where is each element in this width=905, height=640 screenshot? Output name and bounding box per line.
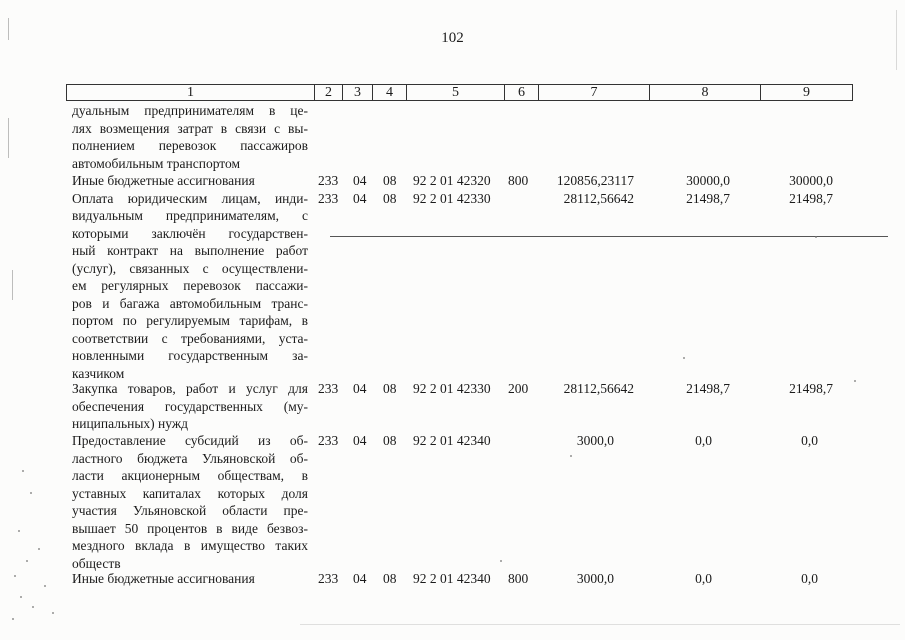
row-5-col-8: 0,0 bbox=[695, 571, 712, 586]
row-3-col-3: 04 bbox=[353, 381, 367, 396]
row-3-col-7: 28112,56642 bbox=[563, 381, 634, 396]
row-4-desc-line: вышает 50 процентов в виде безвоз- bbox=[72, 520, 308, 536]
row-2-desc-line: ров и багажа автомобильным транс- bbox=[72, 295, 308, 311]
row-1-col-5: 92 2 01 42320 bbox=[413, 173, 491, 188]
header-col-8: 8 bbox=[650, 85, 761, 100]
row-5-col-6: 800 bbox=[508, 571, 529, 586]
row-1-col-2: 233 bbox=[318, 173, 339, 188]
row-2-col-3: 04 bbox=[353, 190, 367, 206]
row-5-col-4: 08 bbox=[383, 571, 397, 586]
row-2-col-5: 92 2 01 42330 bbox=[413, 190, 491, 206]
row-0-desc-line: автомобильным транспортом bbox=[72, 155, 241, 171]
row-1-col-7: 120856,23117 bbox=[556, 173, 634, 188]
header-col-9: 9 bbox=[803, 85, 810, 100]
row-5-desc-line: Иные бюджетные ассигнования bbox=[72, 571, 255, 586]
row-3-col-8: 21498,7 bbox=[686, 381, 730, 396]
row-2-desc-line: Оплата юридическим лицам, инди- bbox=[72, 190, 308, 206]
row-2-desc-line: видуальным предпринимателям, с bbox=[72, 208, 308, 223]
row-4-col-5: 92 2 01 42340 bbox=[413, 433, 491, 448]
row-0-desc-line: лях возмещения затрат в связи с вы- bbox=[72, 120, 308, 136]
row-4-col-3: 04 bbox=[353, 433, 367, 448]
header-col-3: 3 bbox=[343, 85, 373, 100]
header-col-5: 5 bbox=[407, 85, 505, 100]
row-1-col-4: 08 bbox=[383, 173, 397, 188]
row-4-col-4: 08 bbox=[383, 433, 397, 448]
table-header-row bbox=[66, 84, 853, 101]
row-4-desc-line: обществ bbox=[72, 555, 121, 571]
row-3-col-5: 92 2 01 42330 bbox=[413, 381, 491, 396]
header-col-1: 1 bbox=[67, 85, 315, 100]
row-2-desc-line: ный контракт на выполнение работ bbox=[72, 243, 308, 258]
row-2-desc-line: соответствии с требованиями, уста- bbox=[72, 330, 308, 346]
row-2-desc-line: портом по регулируемым тарифам, в bbox=[72, 313, 308, 328]
row-5-col-3: 04 bbox=[353, 571, 367, 586]
header-col-4: 4 bbox=[373, 85, 407, 100]
row-4-col-9: 0,0 bbox=[801, 433, 818, 448]
row-0-desc-line: полнением перевозок пассажиров bbox=[72, 138, 308, 153]
row-2-col-8: 21498,7 bbox=[686, 190, 730, 206]
row-3-col-9: 21498,7 bbox=[789, 381, 833, 396]
row-2-desc-line: новленными государственным за- bbox=[72, 348, 308, 363]
row-5-col-2: 233 bbox=[318, 571, 339, 586]
row-3-col-4: 08 bbox=[383, 381, 397, 396]
row-3-desc-line: ниципальных) нужд bbox=[72, 416, 189, 431]
row-5-col-5: 92 2 01 42340 bbox=[413, 571, 491, 586]
row-4-col-7: 3000,0 bbox=[576, 433, 614, 448]
row-4-desc-line: Предоставление субсидий из об- bbox=[72, 433, 308, 448]
row-3-desc-line: обеспечения государственных (му- bbox=[72, 398, 308, 414]
scan-rule-line bbox=[330, 236, 888, 237]
row-2-col-7: 28112,56642 bbox=[563, 190, 634, 206]
header-col-2: 2 bbox=[315, 85, 343, 100]
row-0-desc-line: дуальным предпринимателям в це- bbox=[72, 103, 308, 118]
row-4-desc-line: уставных капиталах которых доля bbox=[72, 485, 308, 501]
row-4-col-8: 0,0 bbox=[695, 433, 712, 448]
row-1-col-9: 30000,0 bbox=[789, 173, 833, 188]
row-2-col-2: 233 bbox=[318, 190, 339, 206]
page-number: 102 bbox=[441, 30, 464, 46]
row-4-desc-line: мездного вклада в имущество таких bbox=[72, 538, 308, 553]
row-1-col-6: 800 bbox=[508, 173, 529, 188]
row-2-desc-line: ем регулярных перевозок пассажи- bbox=[72, 278, 308, 293]
row-4-desc-line: ластного бюджета Ульяновской об- bbox=[72, 450, 308, 466]
row-2-col-4: 08 bbox=[383, 190, 397, 206]
row-1-col-3: 04 bbox=[353, 173, 367, 188]
row-1-desc-line: Иные бюджетные ассигнования bbox=[72, 173, 255, 188]
row-2-col-9: 21498,7 bbox=[789, 190, 833, 206]
row-5-col-9: 0,0 bbox=[801, 571, 818, 586]
row-5-col-7: 3000,0 bbox=[576, 571, 614, 586]
row-4-col-2: 233 bbox=[318, 433, 339, 448]
row-3-col-2: 233 bbox=[318, 381, 339, 396]
row-2-desc-line: которыми заключён государствен- bbox=[72, 225, 308, 241]
header-col-7: 7 bbox=[539, 85, 650, 100]
row-3-desc-line: Закупка товаров, работ и услуг для bbox=[72, 381, 308, 396]
row-3-col-6: 200 bbox=[508, 381, 529, 396]
row-2-desc-line: (услуг), связанных с осуществлени- bbox=[72, 260, 308, 276]
row-4-desc-line: ласти акционерным обществам, в bbox=[72, 468, 308, 483]
header-col-6: 6 bbox=[505, 85, 539, 100]
row-4-desc-line: участия Ульяновской области пре- bbox=[72, 503, 308, 518]
row-2-desc-line: казчиком bbox=[72, 365, 125, 381]
row-1-col-8: 30000,0 bbox=[686, 173, 730, 188]
